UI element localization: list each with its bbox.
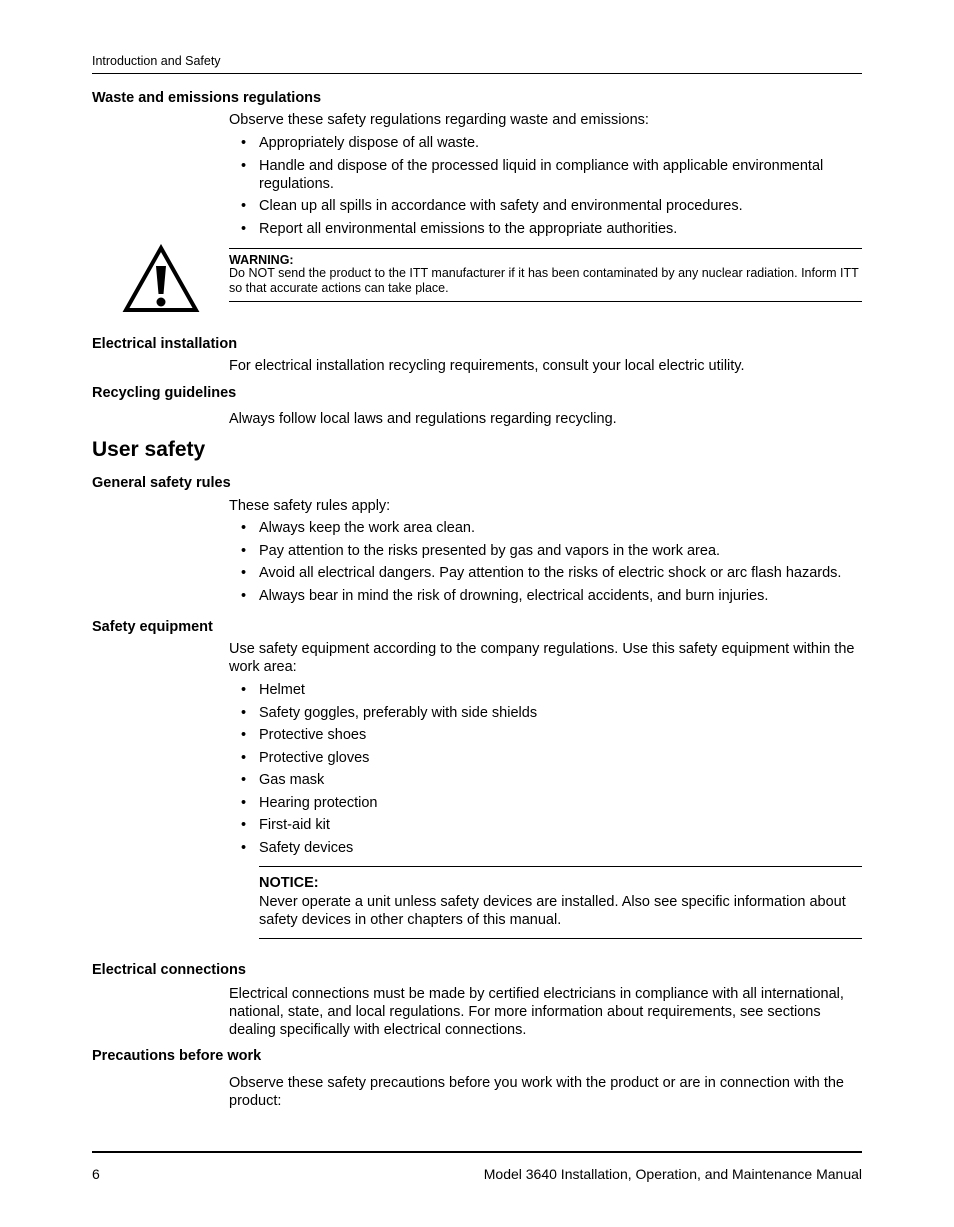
page-number: 6 [92,1166,100,1182]
general-rules-list [229,519,864,609]
waste-intro: Observe these safety regulations regarding waste and emissions: [229,112,649,128]
warning-text: Do NOT send the product to the ITT manufacturer if it has been contaminated by any nuclear radiation. Inform ITT so that accurate actions can take place. [229,266,859,295]
list-item: • Always bear in mind the risk of drowning, electrical accidents, and burn injuries. [241,587,769,604]
notice-text: Never operate a unit unless safety devices are installed. Also see specific information about safety devices in other chapters of this manual. [259,894,846,928]
manual-title: Model 3640 Installation, Operation, and Maintenance Manual [483,1166,862,1182]
list-item: • Protective shoes [241,727,367,743]
user-safety-heading: User safety [92,438,206,461]
recycling-heading: Recycling guidelines [92,385,237,401]
header-rule [92,73,862,74]
general-rules-heading: General safety rules [92,475,231,491]
precautions-text: Observe these safety precautions before you work with the product or are in connection with the product: [229,1075,844,1109]
precautions-heading: Precautions before work [92,1048,262,1064]
warning-triangle-icon [122,244,200,314]
notice-rule-top [259,866,862,867]
footer-rule [92,1151,862,1153]
electrical-installation-text: For electrical installation recycling requirements, consult your local electric utility. [229,358,745,374]
list-item: • Gas mask [241,772,325,788]
waste-heading: Waste and emissions regulations [92,90,322,106]
warning-title: WARNING: [229,253,294,267]
list-item: • Report all environmental emissions to the appropriate authorities. [241,220,678,237]
electrical-installation-heading: Electrical installation [92,336,238,352]
safety-equipment-intro: Use safety equipment according to the company regulations. Use this safety equipment within the work area: [229,641,855,675]
list-item: • Protective gloves [241,749,370,766]
safety-equipment-list [229,681,864,861]
list-item: • Hearing protection [241,794,378,811]
list-item: • Pay attention to the risks presented by gas and vapors in the work area. [241,542,721,559]
running-header: Introduction and Safety [92,54,221,68]
warning-rule-bottom [229,301,862,302]
warning-rule-top [229,248,862,249]
safety-equipment-heading: Safety equipment [92,619,213,635]
list-item: • Always keep the work area clean. [241,520,475,536]
general-rules-intro: These safety rules apply: [229,498,391,514]
list-item: • Avoid all electrical dangers. Pay attention to the risks of electric shock or arc flash hazards. [241,565,842,581]
recycling-text: Always follow local laws and regulations regarding recycling. [229,411,617,427]
electrical-connections-heading: Electrical connections [92,962,246,978]
list-item: • Helmet [241,682,305,698]
notice-rule-bottom [259,938,862,939]
electrical-connections-text: Electrical connections must be made by certified electricians in compliance with all international, national, state, and local regulations. For more information about requirements, see sections dealing specifically with electrical connections. [229,986,844,1038]
list-item: • Safety devices [241,839,354,856]
list-item: • Handle and dispose of the processed liquid in compliance with applicable environmental regulations. [241,157,824,192]
list-item: • Appropriately dispose of all waste. [241,135,480,151]
list-item: • First-aid kit [241,817,330,833]
list-item: • Safety goggles, preferably with side shields [241,704,538,721]
waste-list [229,134,864,242]
list-item: • Clean up all spills in accordance with safety and environmental procedures. [241,198,743,214]
notice-title: NOTICE: [259,875,319,891]
